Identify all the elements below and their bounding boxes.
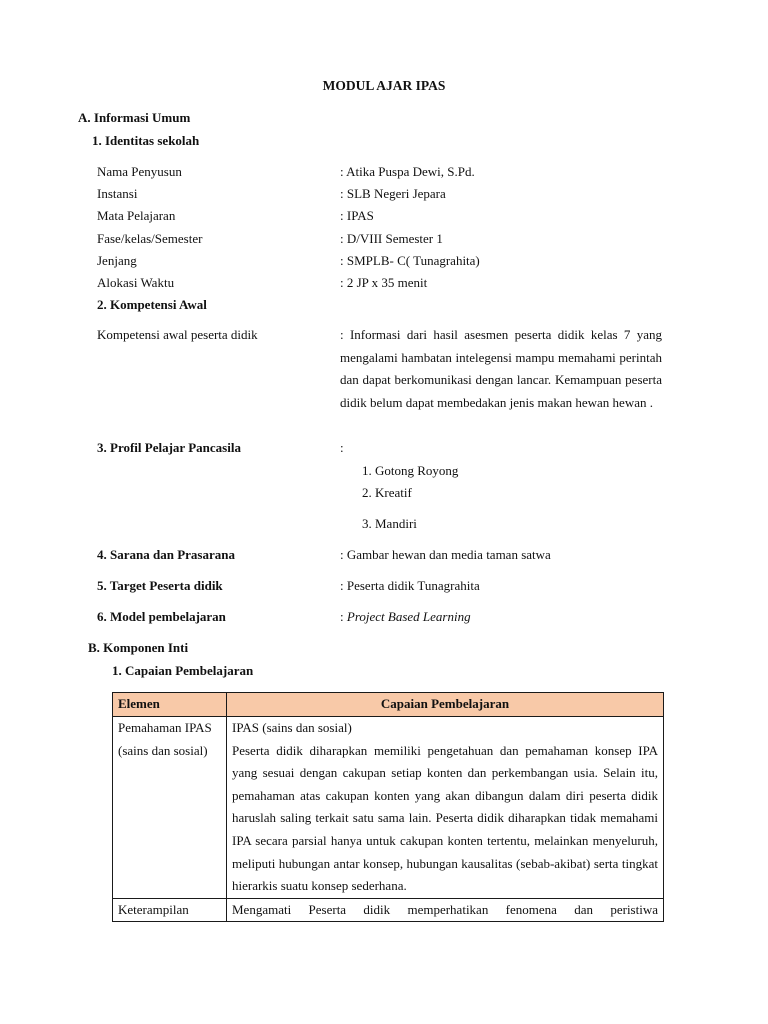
table-row [113, 717, 664, 899]
identitas-heading: 1. Identitas sekolah [92, 133, 200, 148]
kompetensi-description: : Informasi dari hasil asesmen peserta didik kelas 7 yang mengalami hambatan intelegensi mampu memahami perintah dan dapat berkomunikasi dengan lancar. Kemampuan peserta didik belum dapat membedakan jenis makan hewan hewan . [340, 327, 662, 410]
profil-item: 2. Kreatif [362, 485, 412, 500]
kompetensi-heading: 2. Kompetensi Awal [97, 297, 207, 312]
capaian-cell [227, 717, 664, 899]
capaian-table [112, 692, 664, 922]
capaian-cell [227, 898, 664, 922]
identitas-label: Jenjang [97, 253, 137, 268]
identitas-label: Fase/kelas/Semester [97, 231, 203, 246]
profil-heading: 3. Profil Pelajar Pancasila [97, 440, 241, 455]
identitas-value: : 2 JP x 35 menit [340, 275, 428, 290]
target-value: : Peserta didik Tunagrahita [340, 578, 480, 593]
table-header-capaian: Capaian Pembelajaran [227, 693, 664, 717]
model-colon: : [340, 609, 347, 624]
profil-item: 1. Gotong Royong [362, 463, 459, 478]
sarana-value: : Gambar hewan dan media taman satwa [340, 547, 551, 562]
capaian-cell-text: Peserta didik diharapkan memiliki pengetahuan dan pemahaman konsep IPA yang sesuai dengan cakupan setiap konten dan perkembangan usia. Selain itu, pemahaman atas cakupan konten yang akan dibangun dalam diri peserta didik haruslah saling terkait satu sama lain. Peserta didik diharapkan tidak memahami IPA secara parsial hanya untuk cakupan konten tertentu, melainkan menyeluruh, meliputi hubungan antar konsep, hubungan kausalitas (sebab-akibat) serta tingkat hierarkis suatu konsep sederhana. [232, 742, 658, 894]
capaian-cell-text: Mengamati Peserta didik memperhatikan fenomena dan peristiwa [232, 901, 658, 917]
model-value-line [340, 609, 471, 625]
identitas-value: : Atika Puspa Dewi, S.Pd. [340, 164, 475, 179]
elemen-cell: Pemahaman IPAS (sains dan sosial) [113, 717, 227, 899]
elemen-cell: Keterampilan [113, 898, 227, 922]
model-heading: 6. Model pembelajaran [97, 609, 226, 624]
profil-colon: : [340, 440, 344, 455]
identitas-value: : SLB Negeri Jepara [340, 186, 446, 201]
identitas-label: Alokasi Waktu [97, 275, 175, 290]
identitas-label: Mata Pelajaran [97, 208, 176, 223]
sarana-heading: 4. Sarana dan Prasarana [97, 547, 235, 562]
table-header-elemen: Elemen [113, 693, 227, 717]
document-title: MODUL AJAR IPAS [322, 78, 446, 93]
capaian-cell-title: IPAS (sains dan sosial) [232, 720, 352, 735]
profil-item: 3. Mandiri [362, 516, 417, 531]
capaian-heading: 1. Capaian Pembelajaran [112, 663, 254, 678]
table-header-row [113, 693, 664, 717]
section-a-heading: A. Informasi Umum [78, 110, 191, 125]
identitas-label: Nama Penyusun [97, 164, 182, 179]
identitas-value: : SMPLB- C( Tunagrahita) [340, 253, 480, 268]
identitas-value: : D/VIII Semester 1 [340, 231, 443, 246]
kompetensi-label: Kompetensi awal peserta didik [97, 327, 258, 342]
model-value: Project Based Learning [346, 609, 471, 624]
target-heading: 5. Target Peserta didik [97, 578, 223, 593]
section-b-heading: B. Komponen Inti [88, 640, 189, 655]
identitas-value: : IPAS [340, 208, 374, 223]
table-row [113, 898, 664, 922]
identitas-label: Instansi [97, 186, 138, 201]
